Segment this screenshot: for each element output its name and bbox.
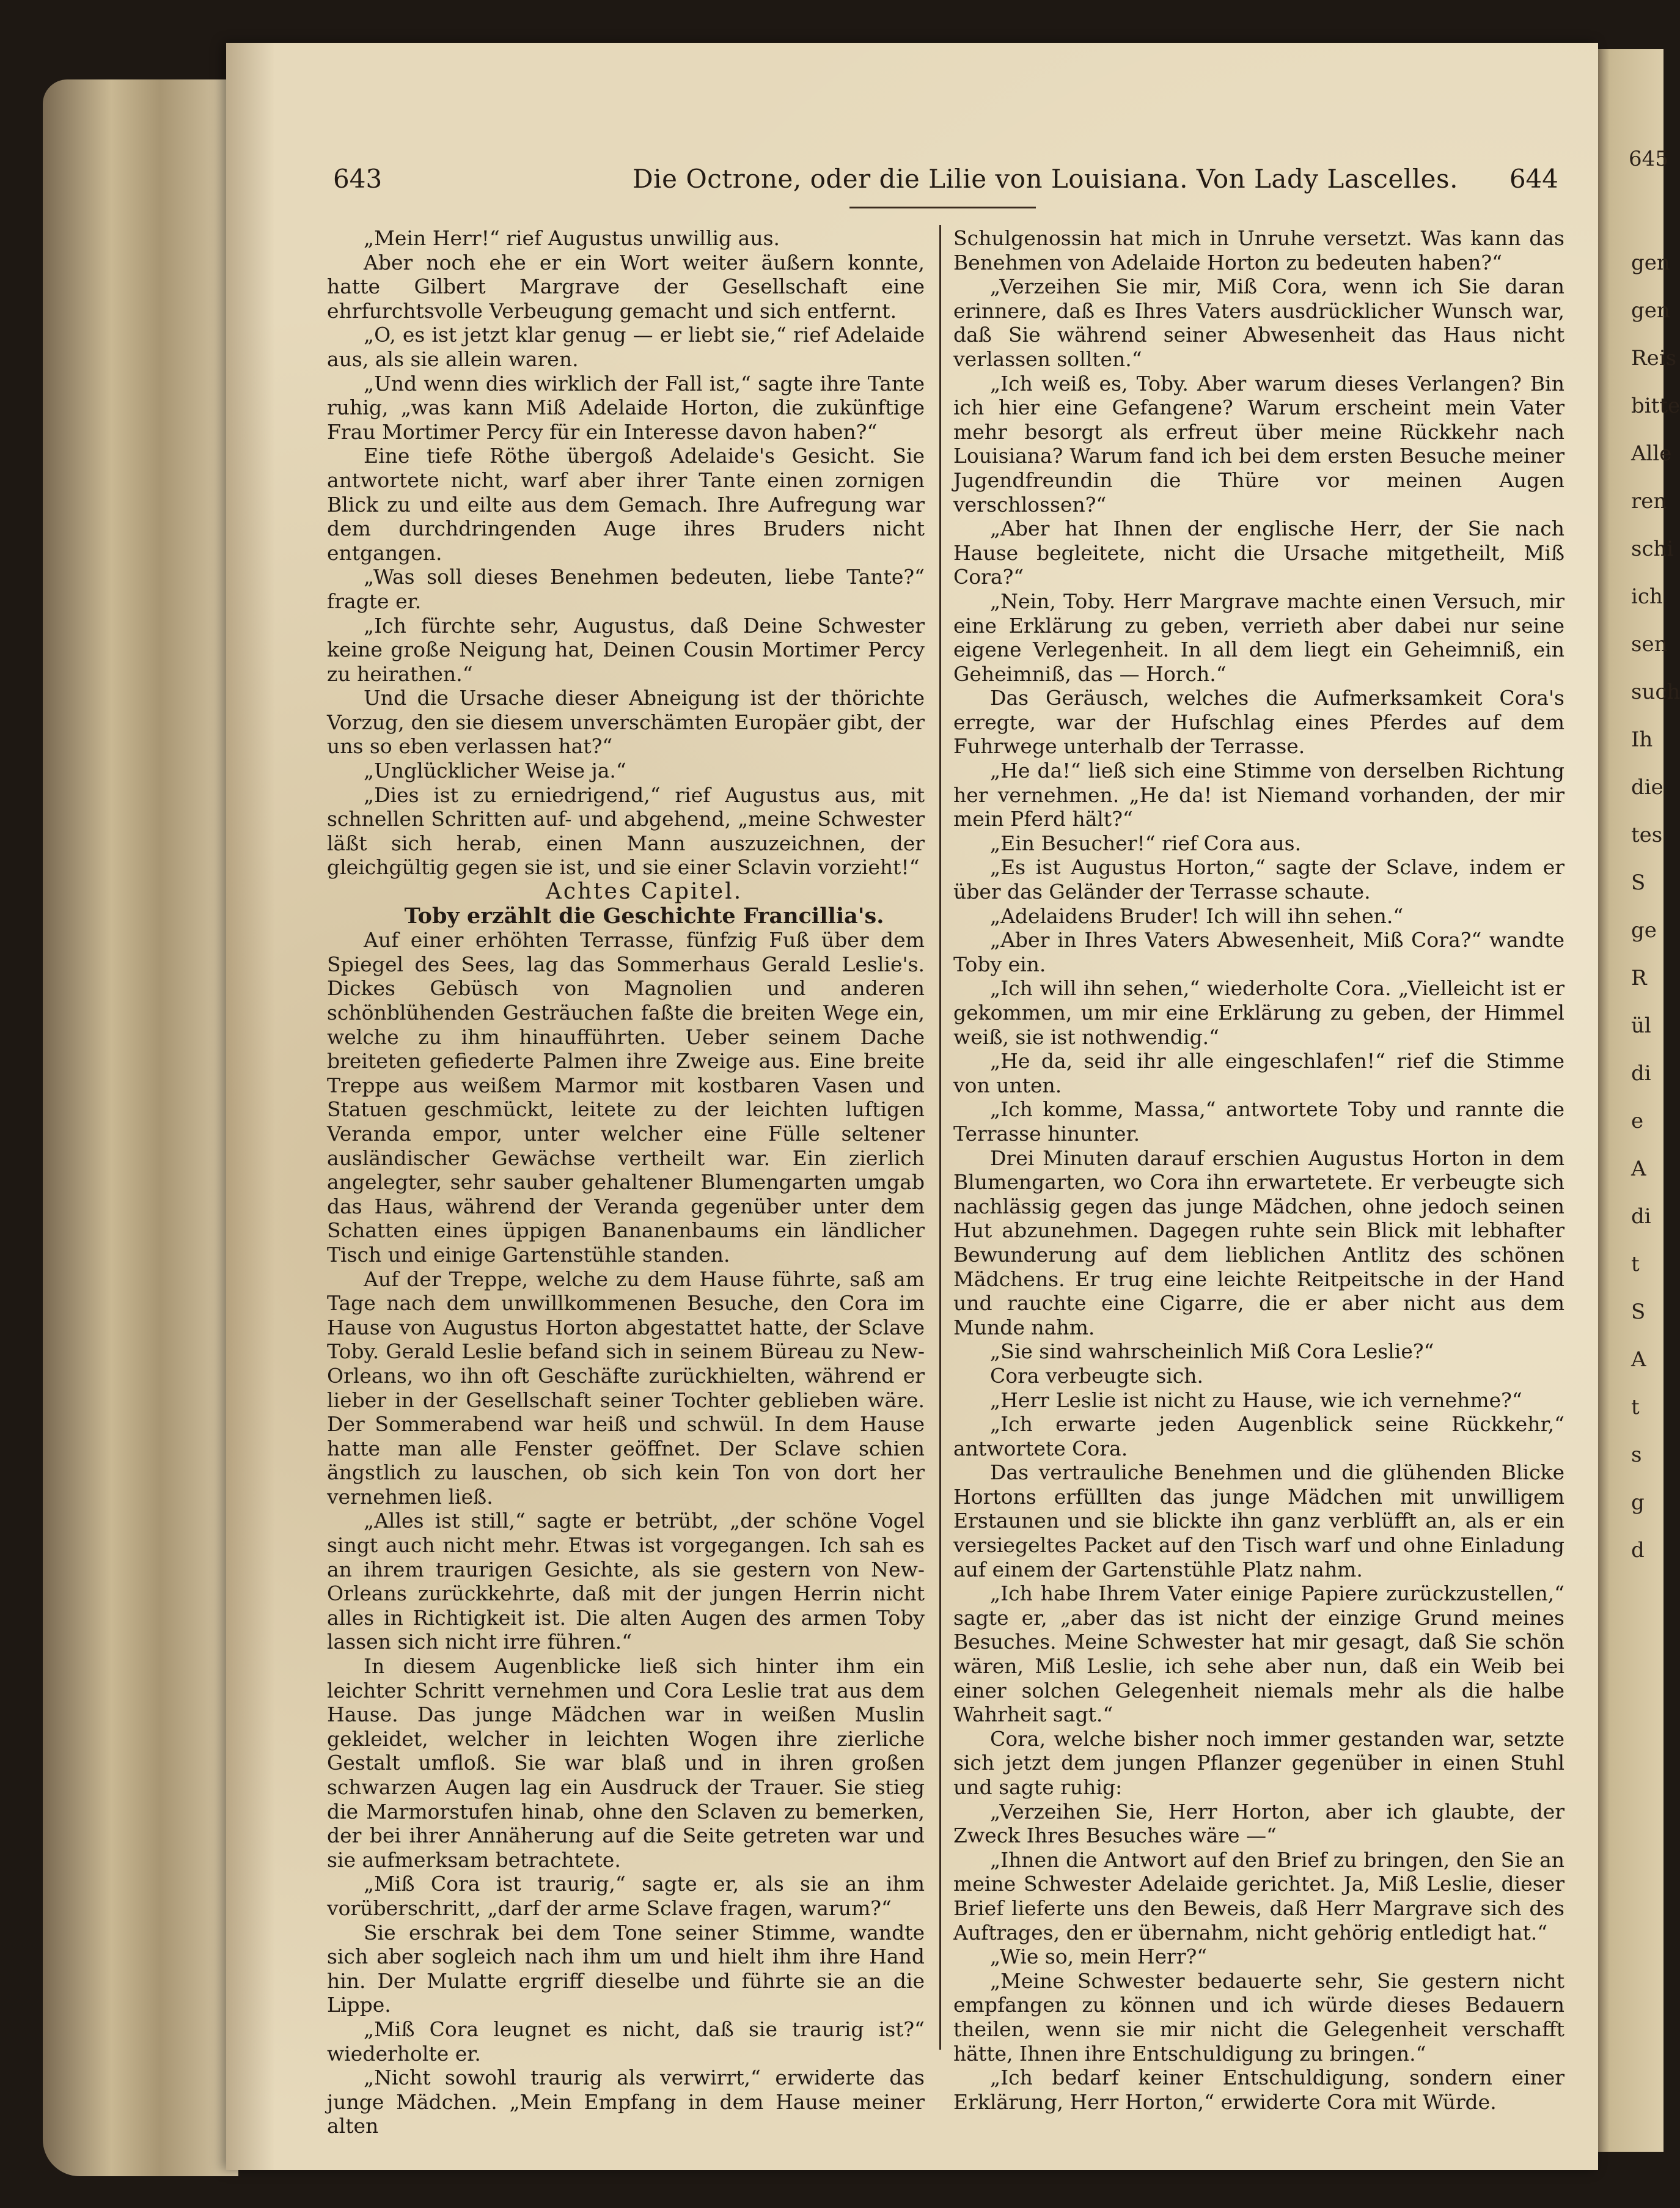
paragraph: „Und wenn dies wirklich der Fall ist,“ sagte ihre Tante ruhig, „was kann Miß Adelaide Horton, die zukünftige Frau Mortimer Percy für ein Interesse davon haben?“ xyxy=(327,371,925,444)
paragraph: „Adelaidens Bruder! Ich will ihn sehen.“ xyxy=(990,903,1404,928)
paragraph: In diesem Augenblicke ließ sich hinter ihm ein leichter Schritt vernehmen und Cora Leslie trat aus dem Hause. Das junge Mädchen war in weißen Muslin gekleidet, welcher in leichten Wogen ihre zierliche Gestalt umfloß. Sie war blaß und in ihren großen schwarzen Augen lag ein Ausdruck der Trauer. Sie stieg die Marmorstufen hinab, ohne den Sclaven zu bemerken, der bei ihrer Annäherung auf die Seite getreten war und sie aufmerksam betrachtete. xyxy=(327,1654,925,1872)
paragraph: Aber noch ehe er ein Wort weiter äußern konnte, hatte Gilbert Margrave der Gesellschaft eine ehrfurchtsvolle Verbeugung gemacht und sich entfernt. xyxy=(327,250,925,323)
next-page-word: ich xyxy=(1631,584,1663,609)
paragraph: „O, es ist jetzt klar genug — er liebt sie,“ rief Adelaide aus, als sie allein waren. xyxy=(327,323,925,371)
next-page-word: di xyxy=(1631,1204,1651,1229)
paragraph: „Alles ist still,“ sagte er betrübt, „der schöne Vogel singt auch nicht mehr. Etwas ist vorgegangen. Ich sah es an ihrem traurigen Gesichte, als sie gestern von New-Orleans zurückkehrte, daß mit der jungen Herrin nicht alles in Richtigkeit ist. Die alten Augen des armen Toby lassen sich nicht irre führen.“ xyxy=(327,1509,925,1654)
paragraph: „Aber in Ihres Vaters Abwesenheit, Miß Cora?“ wandte Toby ein. xyxy=(953,928,1564,976)
paragraph: „Ich fürchte sehr, Augustus, daß Deine Schwester keine große Neigung hat, Deinen Cousin Mortimer Percy zu heirathen.“ xyxy=(327,613,925,686)
next-page-word: g xyxy=(1631,1490,1645,1515)
paragraph: „Ich erwarte jeden Augenblick seine Rückkehr,“ antwortete Cora. xyxy=(953,1412,1564,1460)
paragraph: „Ich bedarf keiner Entschuldigung, sondern einer Erklärung, Herr Horton,“ erwiderte Cora mit Würde. xyxy=(953,2066,1564,2114)
paragraph: „Nein, Toby. Herr Margrave machte einen Versuch, mir eine Erklärung zu geben, verrieth aber dabei nur seine eigene Verlegenheit. In all dem liegt ein Geheimniß, ein Geheimniß, das — Horch.“ xyxy=(953,589,1564,686)
next-page-word: bitte xyxy=(1631,394,1680,418)
right-page-number: 644 xyxy=(1509,164,1558,194)
paragraph: Drei Minuten darauf erschien Augustus Horton in dem Blumengarten, wo Cora ihn erwartetete. Er verbeugte sich nachlässig gegen das junge Mädchen, ohne jedoch seinen Hut abzunehmen. Dagegen ruhte sein Blick mit lebhafter Bewunderung auf dem lieblichen Antlitz des schönen Mädchens. Er trug eine leichte Reitpeitsche in der Hand und rauchte eine Cigarre, die er aber nicht aus dem Munde nahm. xyxy=(953,1146,1564,1339)
next-page-word: S xyxy=(1631,1300,1646,1324)
paragraph: „Sie sind wahrscheinlich Miß Cora Leslie?“ xyxy=(990,1339,1434,1364)
paragraph: Sie erschrak bei dem Tone seiner Stimme, wandte sich aber sogleich nach ihm um und hielt ihm ihre Hand hin. Der Mulatte ergriff dieselbe und führte sie an die Lippe. xyxy=(327,1920,925,2017)
paragraph: Das Geräusch, welches die Aufmerksamkeit Cora's erregte, war der Hufschlag eines Pferdes auf dem Fuhrwege unterhalb der Terrasse. xyxy=(953,686,1564,759)
next-page-word: Alle xyxy=(1631,441,1672,466)
paragraph: Schulgenossin hat mich in Unruhe versetzt. Was kann das Benehmen von Adelaide Horton zu bedeuten haben?“ xyxy=(953,226,1564,274)
paragraph: „Miß Cora leugnet es nicht, daß sie traurig ist?“ wiederholte er. xyxy=(327,2017,925,2066)
paragraph: Und die Ursache dieser Abneigung ist der thörichte Vorzug, den sie diesem unverschämten Europäer gibt, der uns so eben verlassen hat?“ xyxy=(327,686,925,759)
next-page-word: S xyxy=(1631,870,1646,895)
next-page-word: e xyxy=(1631,1109,1644,1133)
chapter-subtitle: Toby erzählt die Geschichte Francillia's. xyxy=(404,903,884,929)
paragraph: Auf einer erhöhten Terrasse, fünfzig Fuß über dem Spiegel des Sees, lag das Sommerhaus Gerald Leslie's. Dickes Gebüsch von Magnolien und anderen schönblühenden Gesträuchen faßte die breiten Wege ein, welche zu ihm hinaufführten. Ueber seinem Dache breiteten gefiederte Palmen ihre Zweige aus. Eine breite Treppe aus weißem Marmor mit kostbaren Vasen und Statuen geschmückt, leitete zu der leichten luftigen Veranda empor, unter welcher eine Fülle seltener ausländischer Gewächse vertheilt war. Ein zierlich angelegter, sehr sauber gehaltener Blumengarten umgab das Haus, während der Veranda gegenüber unter dem Schatten eines üppigen Bananenbaums ein ländlicher Tisch und einige Gartenstühle standen. xyxy=(327,928,925,1267)
paragraph: „Mein Herr!“ rief Augustus unwillig aus. xyxy=(364,226,780,250)
next-page-word: Reis xyxy=(1631,346,1677,370)
paragraph: „Verzeihen Sie, Herr Horton, aber ich glaubte, der Zweck Ihres Besuches wäre —“ xyxy=(953,1799,1564,1848)
next-page-word: d xyxy=(1631,1538,1645,1562)
paragraph: Cora, welche bisher noch immer gestanden war, setzte sich jetzt dem jungen Pflanzer gegenüber in einen Stuhl und sagte ruhig: xyxy=(953,1726,1564,1799)
paragraph: Eine tiefe Röthe übergoß Adelaide's Gesicht. Sie antwortete nicht, warf aber ihrer Tante einen zornigen Blick zu und eilte aus dem Gemach. Ihre Aufregung war dem durchdringenden Auge ihres Bruders nicht entgangen. xyxy=(327,444,925,565)
column-divider xyxy=(939,225,941,2050)
next-page-word: R xyxy=(1631,966,1647,990)
paragraph: „Meine Schwester bedauerte sehr, Sie gestern nicht empfangen zu können und ich würde dieses Bedauern theilen, wenn sie mir nicht die Gelegenheit verschafft hätte, Ihnen ihre Entschuldigung zu bringen.“ xyxy=(953,1968,1564,2066)
paragraph: „Es ist Augustus Horton,“ sagte der Sclave, indem er über das Geländer der Terrasse schaute. xyxy=(953,855,1564,904)
left-column xyxy=(327,226,925,2138)
next-page-word: ge xyxy=(1631,918,1657,943)
left-column-after-chapter xyxy=(327,928,925,2138)
next-page-text xyxy=(1592,49,1680,2152)
paragraph: „Herr Leslie ist nicht zu Hause, wie ich vernehme?“ xyxy=(990,1388,1522,1412)
left-column-before-chapter xyxy=(327,226,925,880)
next-page-word: die xyxy=(1631,775,1663,800)
running-header xyxy=(333,164,1558,207)
paragraph: „Ihnen die Antwort auf den Brief zu bringen, den Sie an meine Schwester Adelaide gerichtet. Ja, Miß Leslie, dieser Brief lieferte uns den Beweis, daß Herr Margrave sich des Auftrages, den er übernahm, nicht gehörig entledigt hat.“ xyxy=(953,1847,1564,1945)
paragraph: „Nicht sowohl traurig als verwirrt,“ erwiderte das junge Mädchen. „Mein Empfang in dem Hause meiner alten xyxy=(327,2066,925,2138)
paragraph: „Ich weiß es, Toby. Aber warum dieses Verlangen? Bin ich hier eine Gefangene? Warum erscheint mein Vater mehr besorgt als erfreut über meine Rückkehr nach Louisiana? Warum fand ich bei dem ersten Besuche meiner Jugendfreundin die Thüre vor meinen Augen verschlossen?“ xyxy=(953,371,1564,517)
running-title: Die Octrone, oder die Lilie von Louisiana. Von Lady Lascelles. xyxy=(633,164,1458,194)
paragraph: „Dies ist zu erniedrigend,“ rief Augustus aus, mit schnellen Schritten auf- und abgehend, „meine Schwester läßt sich herab, einen Mann auszuzeichnen, der gleichgültig gegen sie ist, und sie einer Sclavin vorzieht!“ xyxy=(327,782,925,880)
left-page-number: 643 xyxy=(333,164,383,194)
next-page-word: such xyxy=(1631,680,1680,704)
paragraph: „Wie so, mein Herr?“ xyxy=(990,1945,1208,1969)
paragraph: „Verzeihen Sie mir, Miß Cora, wenn ich Sie daran erinnere, daß es Ihres Vaters ausdrücklicher Wunsch war, daß Sie während seiner Abwesenheit das Haus nicht verlassen sollten.“ xyxy=(953,274,1564,371)
paragraph: „Ich komme, Massa,“ antwortete Toby und rannte die Terrasse hinunter. xyxy=(953,1097,1564,1146)
next-page-word: gen xyxy=(1631,251,1670,275)
paragraph: Auf der Treppe, welche zu dem Hause führte, saß am Tage nach dem unwillkommenen Besuche, den Cora im Hause von Augustus Horton abgestattet hatte, der Sclave Toby. Gerald Leslie befand sich in seinem Büreau zu New-Orleans, wo ihn oft Geschäfte zurückhielten, während er lieber in der Gesellschaft seiner Tochter geblieben wäre. Der Sommerabend war heiß und schwül. In dem Hause hatte man alle Fenster geöffnet. Der Sclave schien ängstlich zu lauschen, ob sich kein Ton von dort her vernehmen ließ. xyxy=(327,1267,925,1509)
paragraph: „Ich habe Ihrem Vater einige Papiere zurückzustellen,“ sagte er, „aber das ist nicht der einzige Grund meines Besuches. Meine Schwester hat mir gesagt, daß Sie schön wären, Miß Leslie, ich sehe aber nun, daß ein Weib bei einer solchen Gelegenheit niemals mehr als die halbe Wahrheit sagt.“ xyxy=(953,1581,1564,1727)
paragraph: „He da!“ ließ sich eine Stimme von derselben Richtung her vernehmen. „He da! ist Niemand vorhanden, der mir mein Pferd hält?“ xyxy=(953,759,1564,831)
next-page-fragment xyxy=(1592,49,1680,2152)
next-page-word: s xyxy=(1631,1443,1642,1467)
chapter-heading: Achtes Capitel. xyxy=(545,879,743,905)
right-column-paragraphs xyxy=(953,226,1564,2114)
next-page-word: A xyxy=(1631,1347,1646,1372)
next-page-word: ül xyxy=(1631,1014,1651,1038)
paragraph: „Ein Besucher!“ rief Cora aus. xyxy=(990,831,1302,855)
next-page-word: A xyxy=(1631,1157,1646,1181)
book-page-edges xyxy=(43,79,238,2176)
next-page-word: ren xyxy=(1631,489,1667,513)
paragraph: „Ich will ihn sehen,“ wiederholte Cora. „Vielleicht ist er gekommen, um mir eine Erklärung zu geben, der Himmel weiß, sie ist nothwendig.“ xyxy=(953,976,1564,1049)
next-page-word: tes xyxy=(1631,823,1663,847)
next-page-number: 645 xyxy=(1629,147,1668,171)
paragraph: „He da, seid ihr alle eingeschlafen!“ rief die Stimme von unten. xyxy=(953,1049,1564,1097)
next-page-word: schi xyxy=(1631,537,1674,561)
paragraph: „Unglücklicher Weise ja.“ xyxy=(364,759,626,783)
next-page-word: gen xyxy=(1631,298,1670,323)
paragraph: „Miß Cora ist traurig,“ sagte er, als sie an ihm vorüberschritt, „darf der arme Sclave fragen, warum?“ xyxy=(327,1872,925,1920)
paragraph: „Was soll dieses Benehmen bedeuten, liebe Tante?“ fragte er. xyxy=(327,565,925,613)
next-page-word: di xyxy=(1631,1061,1651,1086)
paragraph: Das vertrauliche Benehmen und die glühenden Blicke Hortons erfüllten das junge Mädchen mit unwilligem Erstaunen und sie blickte ihn ganz verblüfft an, als er ein versiegeltes Packet auf den Tisch warf und ohne Einladung auf einem der Gartenstühle Platz nahm. xyxy=(953,1460,1564,1581)
next-page-word: t xyxy=(1631,1252,1640,1276)
next-page-word: t xyxy=(1631,1395,1640,1419)
right-column xyxy=(953,226,1564,2114)
next-page-word: sen xyxy=(1631,632,1668,657)
paragraph: „Aber hat Ihnen der englische Herr, der Sie nach Hause begleitete, nicht die Ursache mitgetheilt, Miß Cora?“ xyxy=(953,517,1564,589)
paragraph: Cora verbeugte sich. xyxy=(990,1363,1204,1388)
book-page xyxy=(226,43,1598,2170)
header-rule xyxy=(849,207,1036,208)
next-page-word: Ih xyxy=(1631,727,1653,752)
